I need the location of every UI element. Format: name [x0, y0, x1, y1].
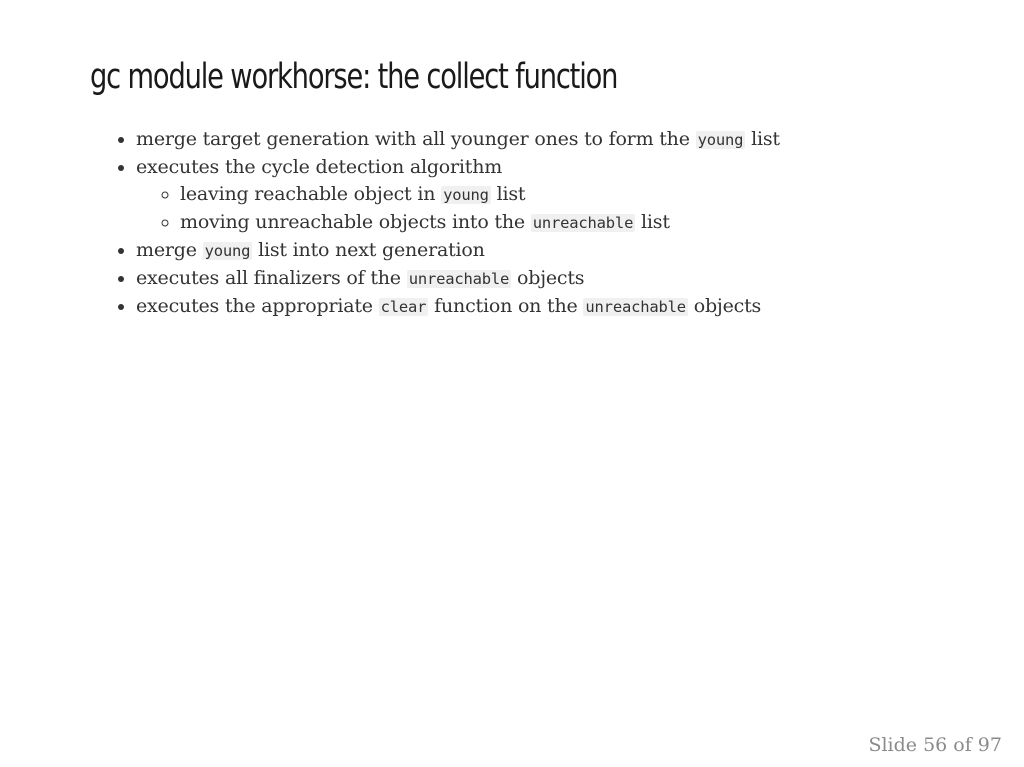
bullet-list: [106, 126, 780, 321]
bullet-text: list: [745, 128, 780, 150]
bullet-text: executes the appropriate: [136, 295, 379, 317]
bullet-item: [136, 265, 780, 293]
bullet-text: list: [635, 211, 670, 233]
code-unreachable: unreachable: [408, 270, 510, 288]
sub-bullet-item: [180, 209, 780, 237]
code-unreachable: unreachable: [585, 298, 686, 316]
bullet-item: [136, 154, 780, 237]
slide-title: gc module workhorse: the collect function: [90, 57, 618, 97]
bullet-text: executes all finalizers of the: [136, 267, 407, 289]
bullet-item: [136, 293, 780, 321]
bullet-text: function on the: [428, 295, 584, 317]
bullet-text: merge target generation with all younger ones to form the: [136, 128, 696, 150]
slide-counter: Slide 56 of 97: [868, 734, 1002, 756]
bullet-text: list into next generation: [252, 239, 485, 261]
sub-bullet-item: [180, 181, 780, 209]
code-young: young: [204, 242, 251, 260]
code-young: young: [697, 131, 744, 149]
bullet-text: list: [490, 183, 526, 205]
bullet-text: objects: [687, 295, 762, 317]
bullet-text: leaving reachable object in: [180, 183, 442, 205]
bullet-item: [136, 237, 780, 265]
code-young: young: [443, 186, 489, 204]
bullet-item: [136, 126, 780, 154]
bullet-text: executes the cycle detection algorithm: [136, 156, 503, 178]
code-unreachable: unreachable: [532, 214, 634, 232]
bullet-text: objects: [511, 267, 585, 289]
bullet-text: moving unreachable objects into the: [180, 211, 531, 233]
bullet-text: merge: [136, 239, 203, 261]
code-clear: clear: [380, 298, 427, 316]
sub-bullet-list: [136, 181, 780, 237]
